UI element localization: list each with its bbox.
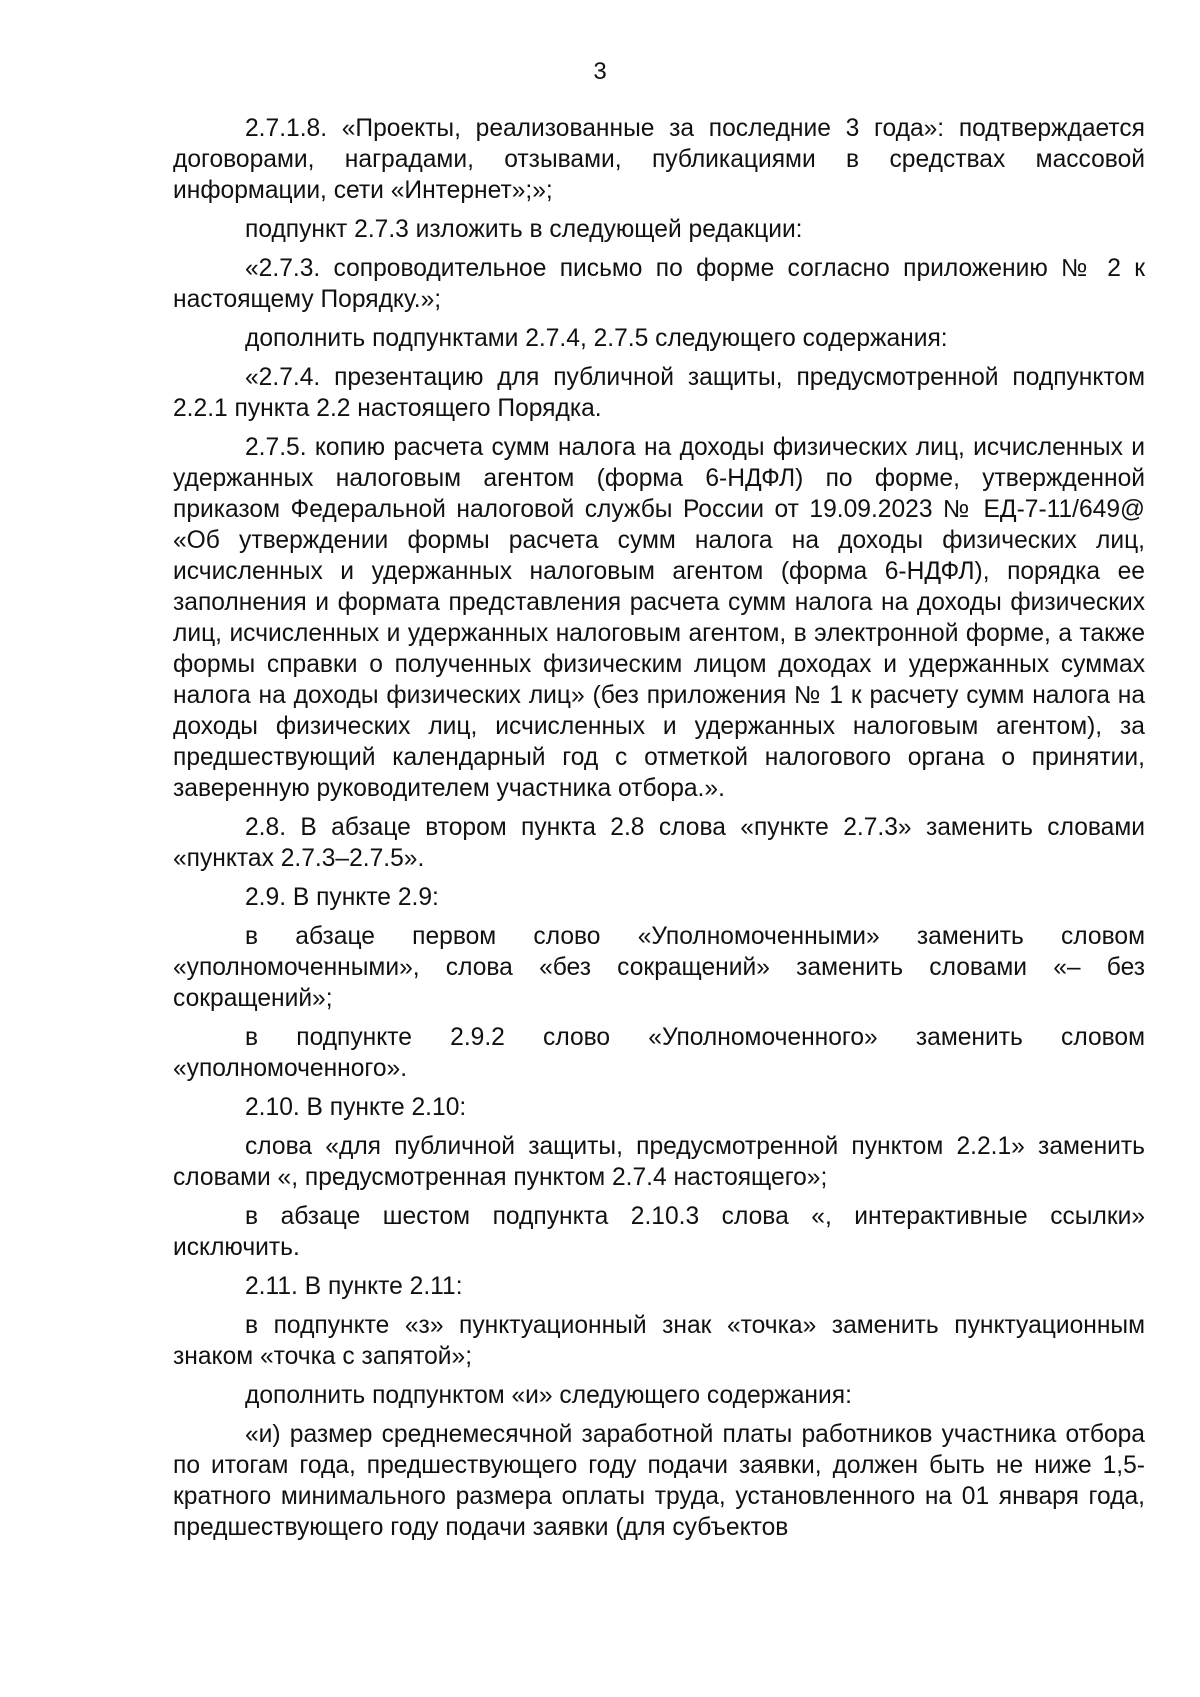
paragraph-2-9-heading: 2.9. В пункте 2.9: (245, 884, 439, 911)
paragraph-add-subpoints-intro: дополнить подпунктами 2.7.4, 2.7.5 следующего содержания: (245, 325, 948, 352)
paragraph-2-9-first: в абзаце первом слово «Уполномоченными» заменить словом «уполномоченными», слова «без сокращений» заменить словами «– без сокращений»; (173, 923, 1145, 1012)
paragraph-2-8: 2.8. В абзаце втором пункта 2.8 слова «пункте 2.7.3» заменить словами «пунктах 2.7.3–2.7.5». (173, 814, 1145, 872)
paragraph-subpoint-2-7-3-intro: подпункт 2.7.3 изложить в следующей редакции: (245, 216, 803, 243)
paragraph-2-11-heading: 2.11. В пункте 2.11: (245, 1273, 463, 1300)
paragraph-2-7-1-8: 2.7.1.8. «Проекты, реализованные за последние 3 года»: подтверждается договорами, наградами, отзывами, публикациями в средствах массовой информации, сети «Интернет»;»; (173, 115, 1145, 204)
paragraph-2-10-heading: 2.10. В пункте 2.10: (245, 1094, 467, 1121)
paragraph-2-9-2: в подпункте 2.9.2 слово «Уполномоченного» заменить словом «уполномоченного». (173, 1024, 1145, 1082)
paragraph-2-7-4: «2.7.4. презентацию для публичной защиты, предусмотренной подпунктом 2.2.1 пункта 2.2 настоящего Порядка. (173, 364, 1145, 422)
paragraph-2-11-i: «и) размер среднемесячной заработной платы работников участника отбора по итогам года, предшествующего году подачи заявки, должен быть не ниже 1,5-кратного минимального размера оплаты труда, установленного на 01 января года, предшествующего году подачи заявки (для субъектов (173, 1421, 1145, 1541)
paragraph-2-7-3: «2.7.3. сопроводительное письмо по форме согласно приложению № 2 к настоящему Порядку.»; (173, 255, 1145, 313)
paragraph-2-11-z: в подпункте «з» пунктуационный знак «точка» заменить пунктуационным знаком «точка с запятой»; (173, 1312, 1145, 1370)
paragraph-2-10-words: слова «для публичной защиты, предусмотренной пунктом 2.2.1» заменить словами «, предусмотренная пунктом 2.7.4 настоящего»; (173, 1133, 1145, 1191)
paragraph-2-10-3: в абзаце шестом подпункта 2.10.3 слова «, интерактивные ссылки» исключить. (173, 1203, 1145, 1261)
document-body (173, 113, 1145, 1551)
paragraph-2-7-5: 2.7.5. копию расчета сумм налога на доходы физических лиц, исчисленных и удержанных налоговым агентом (форма 6-НДФЛ) по форме, утвержденной приказом Федеральной налоговой службы России от 19.09.2023 № ЕД-7-11/649@ «Об утверждении формы расчета сумм налога на доходы физических лиц, исчисленных и удержанных налоговым агентом (форма 6-НДФЛ), порядка ее заполнения и формата представления расчета сумм налога на доходы физических лиц, исчисленных и удержанных налоговым агентом, в электронной форме, а также формы справки о полученных физическим лицом доходах и удержанных суммах налога на доходы физических лиц» (без приложения № 1 к расчету сумм налога на доходы физических лиц, исчисленных и удержанных налоговым агентом), за предшествующий календарный год с отметкой налогового органа о принятии, заверенную руководителем участника отбора.». (173, 434, 1145, 802)
page-number: 3 (593, 58, 607, 85)
paragraph-2-11-add-intro: дополнить подпунктом «и» следующего содержания: (245, 1382, 852, 1409)
